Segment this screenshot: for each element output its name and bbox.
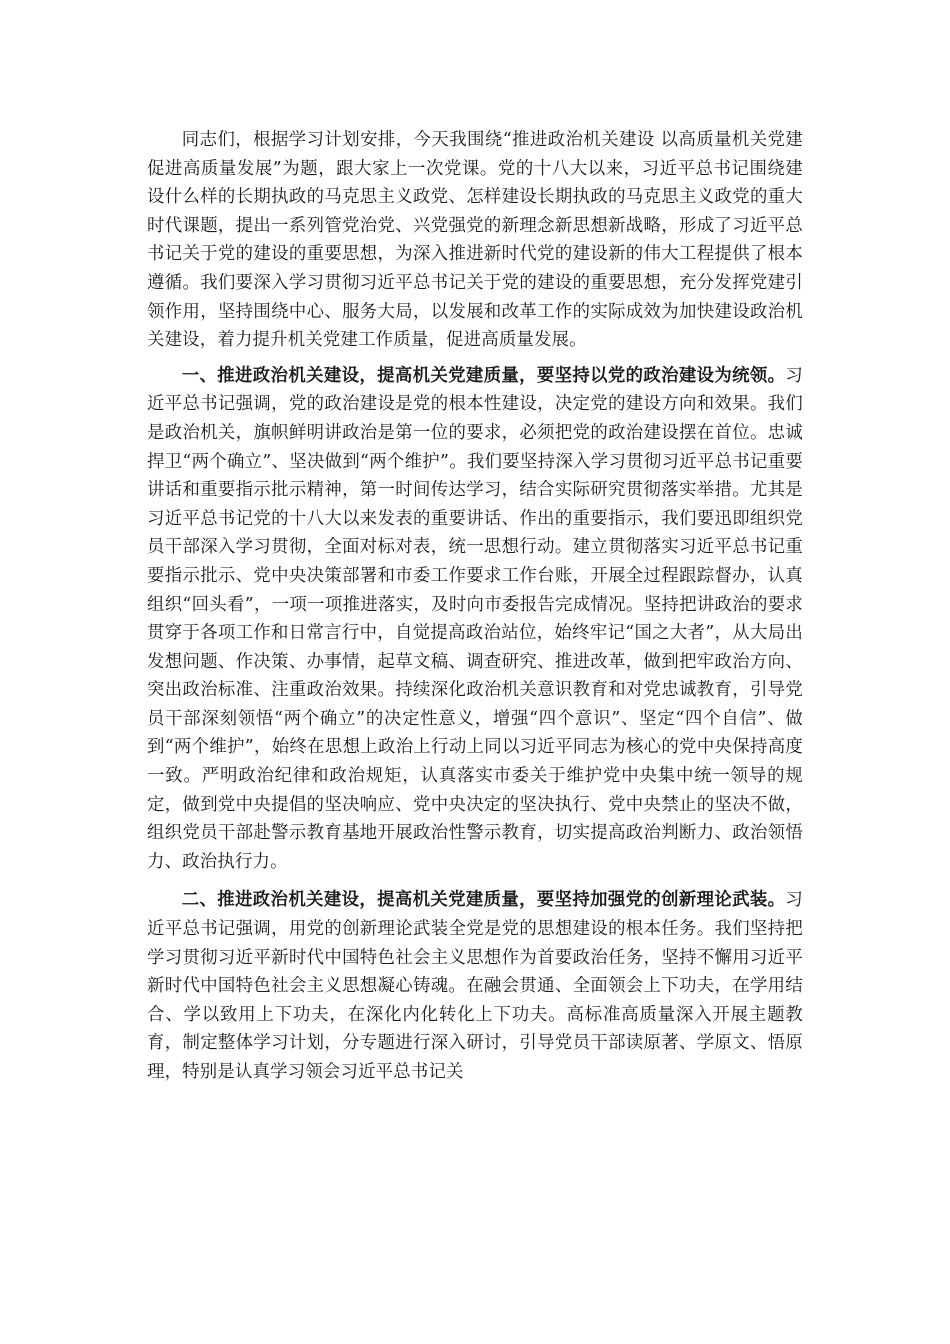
paragraph-section-1 [147,362,803,877]
paragraph-text: 习近平总书记强调，党的政治建设是党的根本性建设，决定党的建设方向和效果。我们是政治机关，旗帜鲜明讲政治是第一位的要求，必须把党的政治建设摆在首位。忠诚捍卫“两个确立”、坚决做到“两个维护”。我们要坚持深入学习贯彻习近平总书记重要讲话和重要指示批示精神，第一时间传达学习，结合实际研究贯彻落实举措。尤其是习近平总书记党的十八大以来发表的重要讲话、作出的重要指示，我们要迅即组织党员干部深入学习贯彻，全面对标对表，统一思想行动。建立贯彻落实习近平总书记重要指示批示、党中央决策部署和市委工作要求工作台账，开展全过程跟踪督办，认真组织“回头看”，一项一项推进落实，及时向市委报告完成情况。坚持把讲政治的要求贯穿于各项工作和日常言行中，自觉提高政治站位，始终牢记“国之大者”，从大局出发想问题、作决策、办事情，起草文稿、调查研究、推进改革，做到把牢政治方向、突出政治标准、注重政治效果。持续深化政治机关意识教育和对党忠诚教育，引导党员干部深刻领悟“两个确立”的决定性意义，增强“四个意识”、坚定“四个自信”、做到“两个维护”，始终在思想上政治上行动上同以习近平同志为核心的党中央保持高度一致。严明政治纪律和政治规矩，认真落实市委关于维护党中央集中统一领导的规定，做到党中央提倡的坚决响应、党中央决定的坚决执行、党中央禁止的坚决不做，组织党员干部赴警示教育基地开展政治性警示教育，切实提高政治判断力、政治领悟力、政治执行力。 [147,365,803,872]
section-2-heading: 二、推进政治机关建设，提高机关党建质量，要坚持加强党的创新理论武装。 [181,890,786,911]
document-page [147,126,803,1094]
paragraph-text: 同志们，根据学习计划安排，今天我围绕“推进政治机关建设 以高质量机关党建促进高质量发展”为题，跟大家上一次党课。党的十八大以来，习近平总书记围绕建设什么样的长期执政的马克思主义政党、怎样建设长期执政的马克思主义政党的重大时代课题，提出一系列管党治党、兴党强党的新理念新思想新战略，形成了习近平总书记关于党的建设的重要思想，为深入推进新时代党的建设新的伟大工程提供了根本遵循。我们要深入学习贯彻习近平总书记关于党的建设的重要思想，充分发挥党建引领作用，坚持围绕中心、服务大局，以发展和改革工作的实际成效为加快建设政治机关建设，着力提升机关党建工作质量，促进高质量发展。 [147,130,803,351]
section-1-heading: 一、推进政治机关建设，提高机关党建质量，要坚持以党的政治建设为统领。 [181,365,786,386]
paragraph-section-2 [147,886,803,1086]
paragraph-text: 习近平总书记强调，用党的创新理论武装全党是党的思想建设的根本任务。我们坚持把学习贯彻习近平新时代中国特色社会主义思想作为首要政治任务，坚持不懈用习近平新时代中国特色社会主义思想凝心铸魂。在融会贯通、全面领会上下功夫，在学用结合、学以致用上下功夫，在深化内化转化上下功夫。高标准高质量深入开展主题教育，制定整体学习计划，分专题进行深入研讨，引导党员干部读原著、学原文、悟原理，特别是认真学习领会习近平总书记关 [147,890,803,1082]
paragraph-intro [147,126,803,355]
